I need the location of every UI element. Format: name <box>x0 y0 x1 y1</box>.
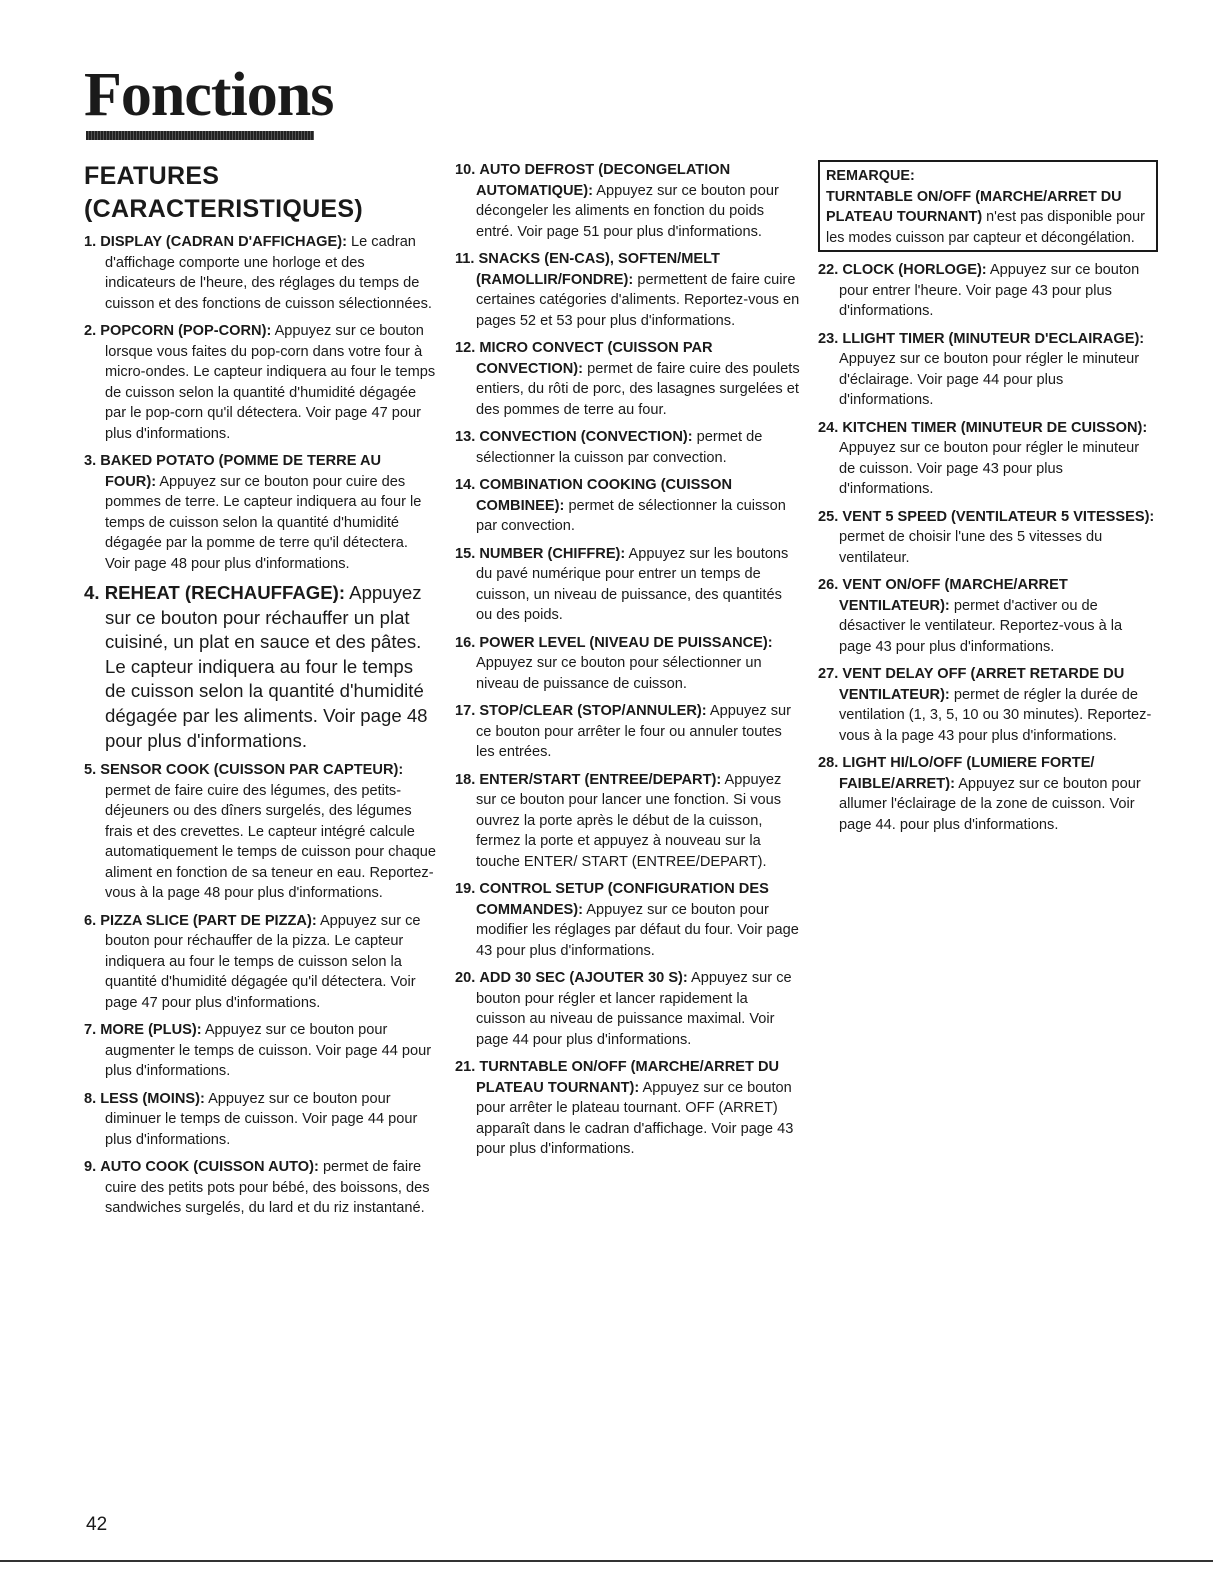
item-term: LIGHT HI/LO/OFF (LUMIERE FORTE/ FAIBLE/ARRET): <box>839 755 1095 792</box>
item-number: 8. <box>84 1090 97 1107</box>
item-number: 11. <box>455 251 475 267</box>
item-term: DISPLAY (CADRAN D'AFFICHAGE): <box>100 234 347 250</box>
item-description: Appuyez sur ce bouton pour régler le minuteur d'éclairage. Voir page 44 pour plus d'informations. <box>839 351 1140 408</box>
item-description: Appuyez sur ce bouton pour diminuer le temps de cuisson. Voir page 44 pour plus d'informations. <box>105 1090 418 1148</box>
feature-item <box>818 664 1158 746</box>
item-term: SENSOR COOK (CUISSON PAR CAPTEUR): <box>100 762 404 779</box>
item-description: permet de sélectionner la cuisson par convection. <box>476 497 786 534</box>
item-number: 20. <box>455 970 476 986</box>
note-term: TURNTABLE ON/OFF (MARCHE/ARRET DU PLATEAU TOURNANT) <box>826 188 1122 225</box>
item-term: VENT DELAY OFF (ARRET RETARDE DU VENTILATEUR): <box>839 666 1125 703</box>
item-term: CLOCK (HORLOGE): <box>842 262 987 278</box>
feature-item <box>455 338 800 420</box>
item-term: POWER LEVEL (NIVEAU DE PUISSANCE): <box>479 634 773 651</box>
item-term: NUMBER (CHIFFRE): <box>479 545 626 562</box>
feature-item <box>818 329 1158 411</box>
item-description: Appuyez sur ce bouton lorsque vous faites du pop-corn dans votre four à micro-ondes. Le capteur indiquera au four le temps de cuisson selon la quantité d'humidité dégagée par le pop-corn qu'il détectera. Voir page 47 pour plus d'informations. <box>105 323 436 442</box>
item-number: 9. <box>84 1159 97 1176</box>
item-number: 27. <box>818 666 839 682</box>
feature-item <box>455 968 800 1050</box>
feature-item <box>455 879 800 961</box>
item-term: CONTROL SETUP (CONFIGURATION DES COMMANDES): <box>476 881 769 918</box>
feature-item <box>818 260 1158 322</box>
item-term: LLIGHT TIMER (MINUTEUR D'ECLAIRAGE): <box>842 330 1145 347</box>
item-term: PIZZA SLICE (PART DE PIZZA): <box>100 912 317 929</box>
item-number: 14. <box>455 477 476 493</box>
item-number: 19. <box>455 881 476 897</box>
item-number: 10. <box>455 162 476 178</box>
feature-item <box>455 427 800 468</box>
item-description: permet de régler la durée de ventilation (1, 3, 5, 10 ou 30 minutes). Reportez-vous à la page 43 pour plus d'informations. <box>839 686 1152 744</box>
item-term: TURNTABLE ON/OFF (MARCHE/ARRET DU PLATEAU TOURNANT): <box>476 1059 780 1096</box>
item-number: 3. <box>84 453 97 469</box>
item-term: CONVECTION (CONVECTION): <box>479 429 693 445</box>
item-number: 7. <box>84 1022 97 1039</box>
item-term: BAKED POTATO (POMME DE TERRE AU FOUR): <box>100 453 382 490</box>
feature-item <box>84 760 436 904</box>
item-description: Appuyez sur ce bouton pour arrêter le plateau tournant. OFF (ARRET) apparaît dans le cadran d'affichage. Voir page 43 pour plus d'informations. <box>476 1079 794 1157</box>
item-description: permet d'activer ou de désactiver le ventilateur. Reportez-vous à la page 43 pour plus d'informations. <box>839 597 1123 655</box>
item-description: Appuyez sur ce bouton pour réchauffer un plat cuisiné, un plat en sauce et des pâtes. Le capteur indiquera au four le temps de cuisson selon la quantité d'humidité dégagée par les aliments. Voir page 48 pour plus d'informations. <box>105 582 428 751</box>
item-term: ENTER/START (ENTREE/DEPART): <box>479 771 722 788</box>
item-description: permet de sélectionner la cuisson par convection. <box>476 429 763 466</box>
item-number: 12. <box>455 340 476 356</box>
item-number: 17. <box>455 703 476 719</box>
item-term: KITCHEN TIMER (MINUTEUR DE CUISSON): <box>842 419 1148 436</box>
item-description: Appuyez sur ce bouton pour modifier les réglages par défaut du four. Voir page 43 pour plus d'informations. <box>476 901 799 959</box>
item-number: 2. <box>84 323 97 339</box>
feature-item <box>818 575 1158 657</box>
item-description: Appuyez sur ce bouton pour arrêter le four ou annuler toutes les entrées. <box>476 703 792 760</box>
feature-item <box>84 232 436 314</box>
item-term: STOP/CLEAR (STOP/ANNULER): <box>479 703 707 719</box>
item-description: permet de faire cuire des poulets entiers, du rôti de porc, des lasagnes surgelées et des pommes de terre au four. <box>476 360 800 418</box>
item-description: Le cadran d'affichage comporte une horloge et des indicateurs de l'heure, des réglages du temps de cuisson et des fonctions de cuisson sélectionnées. <box>105 234 432 312</box>
feature-item <box>455 249 800 331</box>
feature-item <box>455 475 800 537</box>
feature-item <box>84 321 436 444</box>
feature-item <box>84 581 436 753</box>
item-number: 16. <box>455 634 476 651</box>
item-number: 24. <box>818 419 839 436</box>
feature-item <box>455 160 800 242</box>
feature-item <box>818 753 1158 835</box>
item-description: Appuyez sur ce bouton pour augmenter le temps de cuisson. Voir page 44 pour plus d'informations. <box>105 1022 432 1080</box>
item-number: 26. <box>818 577 839 593</box>
item-description: Appuyez sur ce bouton pour régler et lancer rapidement la cuisson au niveau de puissance maximal. Voir page 44 pour plus d'informations. <box>476 970 792 1048</box>
page-number: 42 <box>86 1514 108 1535</box>
item-number: 25. <box>818 508 839 525</box>
item-description: Appuyez sur ce bouton pour entrer l'heure. Voir page 43 pour plus d'informations. <box>839 262 1140 319</box>
item-description: permet de faire cuire des légumes, des petits-déjeuners ou des dîners surgelés, des légumes frais et des crevettes. Le capteur intégré calcule automatiquement le temps de cuisson pour chaque aliment en fonction de sa teneur en eau. Reportez-vous à la page 48 pour plus d'informations. <box>105 782 436 902</box>
column-left <box>84 160 436 1226</box>
item-description: permettent de faire cuire certaines catégories d'aliments. Reportez-vous en pages 52 et 53 pour plus d'informations. <box>476 271 800 329</box>
feature-item <box>84 1157 436 1219</box>
item-number: 4. <box>84 582 100 603</box>
feature-item <box>455 701 800 763</box>
note-label: REMARQUE: <box>826 168 915 184</box>
item-term: SNACKS (EN-CAS), SOFTEN/MELT (RAMOLLIR/FONDRE): <box>476 251 720 288</box>
item-term: POPCORN (POP-CORN): <box>100 323 272 339</box>
item-number: 22. <box>818 262 839 278</box>
item-number: 1. <box>84 234 97 250</box>
column-right <box>818 160 1158 842</box>
title-underline <box>86 131 314 140</box>
item-term: AUTO COOK (CUISSON AUTO): <box>100 1159 319 1176</box>
feature-item <box>455 633 800 695</box>
item-description: permet de choisir l'une des 5 vitesses du ventilateur. <box>839 529 1103 566</box>
feature-item <box>455 770 800 873</box>
item-description: Appuyez sur ce bouton pour décongeler les aliments en fonction du poids entré. Voir page 51 pour plus d'informations. <box>476 182 779 240</box>
item-term: MORE (PLUS): <box>100 1022 202 1039</box>
item-term: COMBINATION COOKING (CUISSON COMBINEE): <box>476 477 733 514</box>
item-number: 23. <box>818 330 839 347</box>
page-title: Fonctions <box>84 61 334 129</box>
item-term: MICRO CONVECT (CUISSON PAR CONVECTION): <box>476 340 713 377</box>
item-description: permet de faire cuire des petits pots pour bébé, des boissons, des sandwiches surgelés, du lard et du riz instantané. <box>105 1159 430 1217</box>
item-number: 21. <box>455 1059 476 1075</box>
note-box <box>818 160 1158 252</box>
feature-item <box>84 451 436 574</box>
feature-item <box>84 911 436 1014</box>
column-middle <box>455 160 800 1167</box>
feature-item <box>84 1020 436 1082</box>
item-description: Appuyez sur ce bouton pour sélectionner un niveau de puissance de cuisson. <box>476 655 762 692</box>
feature-item <box>818 507 1158 569</box>
item-description: Appuyez sur ce bouton pour allumer l'éclairage de la zone de cuisson. Voir page 44. pour plus d'informations. <box>839 775 1141 833</box>
item-term: ADD 30 SEC (AJOUTER 30 S): <box>479 970 688 986</box>
feature-item <box>455 1057 800 1160</box>
bottom-rule <box>0 1560 1213 1562</box>
item-term: VENT ON/OFF (MARCHE/ARRET VENTILATEUR): <box>839 577 1068 614</box>
item-number: 18. <box>455 771 476 788</box>
item-number: 5. <box>84 762 97 779</box>
note-text: n'est pas disponible pour les modes cuisson par capteur et décongélation. <box>826 209 1145 246</box>
item-description: Appuyez sur les boutons du pavé numérique pour entrer un temps de cuisson, un niveau de puissance, des quantités ou des poids. <box>476 545 789 623</box>
item-term: VENT 5 SPEED (VENTILATEUR 5 VITESSES): <box>842 508 1155 525</box>
item-term: REHEAT (RECHAUFFAGE): <box>104 582 346 603</box>
item-number: 15. <box>455 545 476 562</box>
item-number: 28. <box>818 755 839 771</box>
item-term: AUTO DEFROST (DECONGELATION AUTOMATIQUE): <box>476 162 731 199</box>
section-heading: FEATURES (CARACTERISTIQUES) <box>84 162 364 223</box>
item-description: Appuyez sur ce bouton pour réchauffer de la pizza. Le capteur indiquera au four le temps de cuisson selon la quantité d'humidité dégagée qu'il détectera. Voir page 47 pour plus d'informations. <box>105 912 421 1011</box>
feature-item <box>455 544 800 626</box>
item-description: Appuyez sur ce bouton pour lancer une fonction. Si vous ouvrez la porte après le début de la cuisson, fermez la porte et appuyez à nouveau sur la touche ENTER/ START (ENTREE/DEPART). <box>476 771 782 870</box>
feature-item <box>818 418 1158 500</box>
feature-item <box>84 1089 436 1151</box>
item-description: Appuyez sur ce bouton pour régler le minuteur de cuisson. Voir page 43 pour plus d'informations. <box>839 440 1140 497</box>
item-number: 13. <box>455 429 476 445</box>
item-number: 6. <box>84 912 97 929</box>
item-term: LESS (MOINS): <box>100 1090 205 1107</box>
item-description: Appuyez sur ce bouton pour cuire des pommes de terre. Le capteur indiquera au four le temps de cuisson selon la quantité d'humidité dégagée par la pomme de terre qu'il détectera. Voir page 48 pour plus d'informations. <box>105 473 422 572</box>
